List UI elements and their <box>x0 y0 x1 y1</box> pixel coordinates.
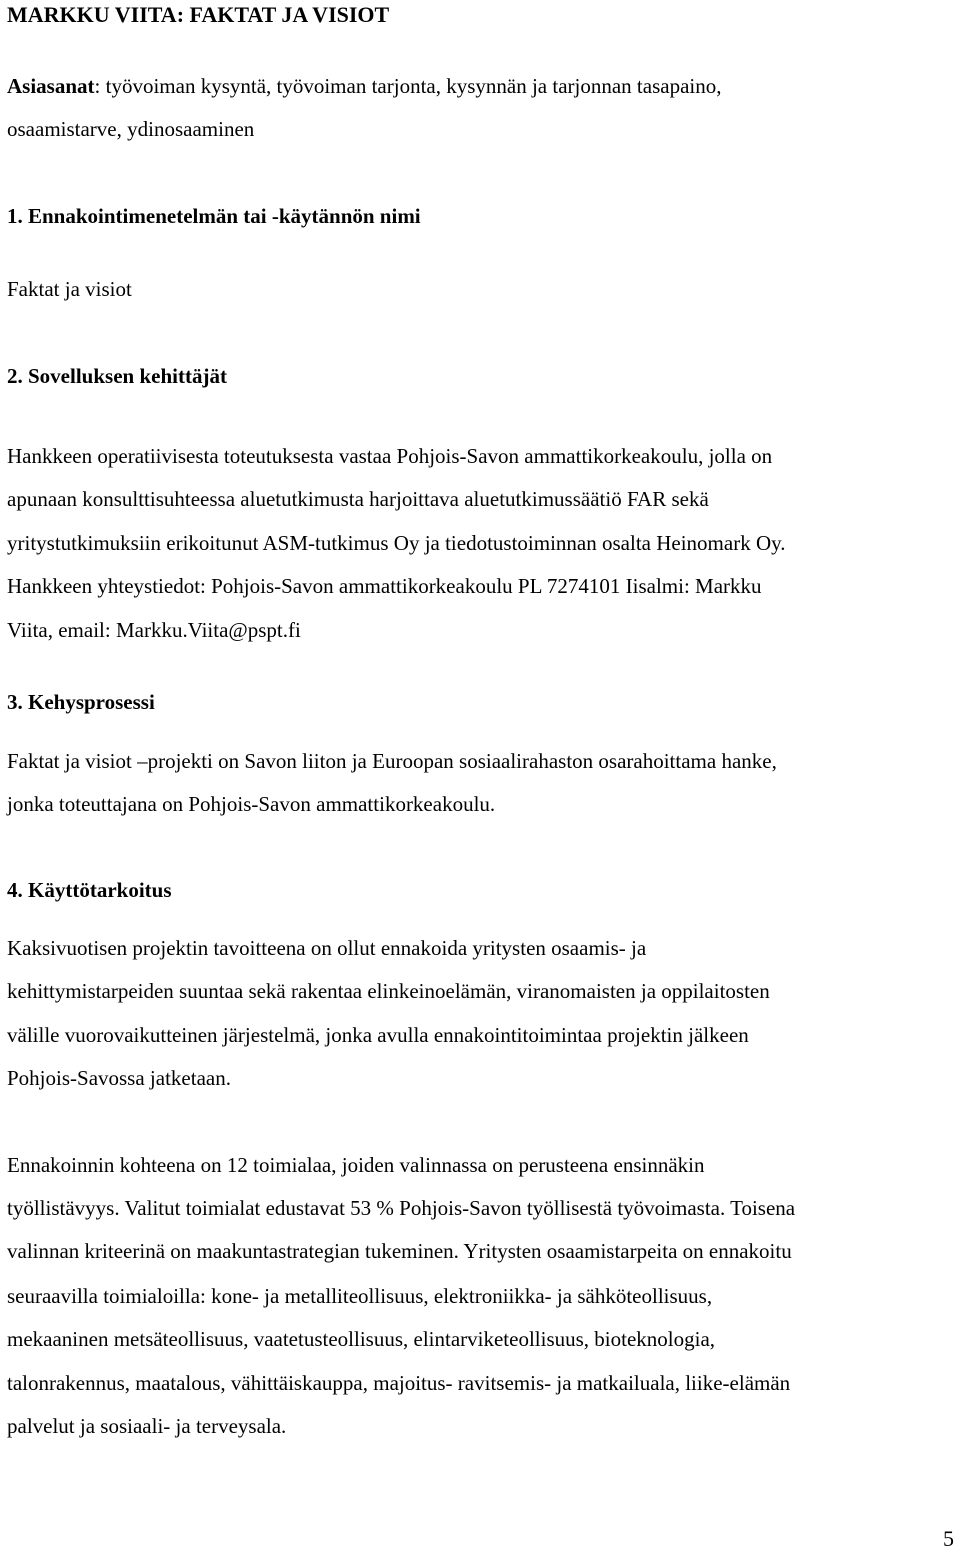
section-2-line: apunaan konsulttisuhteessa aluetutkimusta harjoittava aluetutkimussäätiö FAR sekä <box>7 487 709 511</box>
section-4-paragraph-2-line: työllistävyys. Valitut toimialat edustavat 53 % Pohjois-Savon työllisestä työvoimasta. Toisena <box>7 1196 796 1220</box>
page-number: 5 <box>943 1526 954 1551</box>
section-2-line: yritystutkimuksiin erikoitunut ASM-tutkimus Oy ja tiedotustoiminnan osalta Heinomark Oy. <box>7 531 786 555</box>
section-2-line: Hankkeen yhteystiedot: Pohjois-Savon ammattikorkeakoulu PL 7274101 Iisalmi: Markku <box>7 574 762 598</box>
document-title: MARKKU VIITA: FAKTAT JA VISIOT <box>7 2 390 27</box>
section-2-line: Hankkeen operatiivisesta toteutuksesta vastaa Pohjois-Savon ammattikorkeakoulu, jolla on <box>7 444 773 468</box>
section-4-paragraph-1-line: Kaksivuotisen projektin tavoitteena on ollut ennakoida yritysten osaamis- ja <box>7 936 647 960</box>
section-4-heading: 4. Käyttötarkoitus <box>7 878 172 902</box>
section-4-paragraph-1-line: välille vuorovaikutteinen järjestelmä, jonka avulla ennakointitoimintaa projektin jälkeen <box>7 1023 749 1047</box>
section-3-line: jonka toteuttajana on Pohjois-Savon ammattikorkeakoulu. <box>7 792 496 816</box>
section-2-line: Viita, email: Markku.Viita@pspt.fi <box>7 618 301 642</box>
section-4-paragraph-2-line: palvelut ja sosiaali- ja terveysala. <box>7 1414 287 1438</box>
keywords-line-1 <box>7 76 722 97</box>
section-3-line: Faktat ja visiot –projekti on Savon liiton ja Euroopan sosiaalirahaston osarahoittama hanke, <box>7 749 777 773</box>
section-4-paragraph-2-line: talonrakennus, maatalous, vähittäiskauppa, majoitus- ravitsemis- ja matkailuala, liike-elämän <box>7 1371 791 1395</box>
section-4-paragraph-2-line: Ennakoinnin kohteena on 12 toimialaa, joiden valinnassa on perusteena ensinnäkin <box>7 1153 705 1177</box>
section-1-heading: 1. Ennakointimenetelmän tai -käytännön nimi <box>7 204 421 228</box>
keywords-label: Asiasanat <box>7 74 95 98</box>
section-4-paragraph-1-line: kehittymistarpeiden suuntaa sekä rakentaa elinkeinoelämän, viranomaisten ja oppilaitosten <box>7 979 770 1003</box>
section-1-text: Faktat ja visiot <box>7 277 132 301</box>
section-2-heading: 2. Sovelluksen kehittäjät <box>7 364 227 388</box>
section-3-heading: 3. Kehysprosessi <box>7 690 155 714</box>
keywords-text: : työvoiman kysyntä, työvoiman tarjonta, kysynnän ja tarjonnan tasapaino, <box>94 74 722 98</box>
section-4-paragraph-1-line: Pohjois-Savossa jatketaan. <box>7 1066 231 1090</box>
section-4-paragraph-2-line: mekaaninen metsäteollisuus, vaatetusteollisuus, elintarviketeollisuus, bioteknologia, <box>7 1327 716 1351</box>
keywords-line-2: osaamistarve, ydinosaaminen <box>7 117 255 141</box>
section-4-paragraph-2-line: valinnan kriteerinä on maakuntastrategian tukeminen. Yritysten osaamistarpeita on ennakoitu <box>7 1239 792 1263</box>
section-4-paragraph-2-line: seuraavilla toimialoilla: kone- ja metalliteollisuus, elektroniikka- ja sähköteollisuus, <box>7 1284 713 1308</box>
